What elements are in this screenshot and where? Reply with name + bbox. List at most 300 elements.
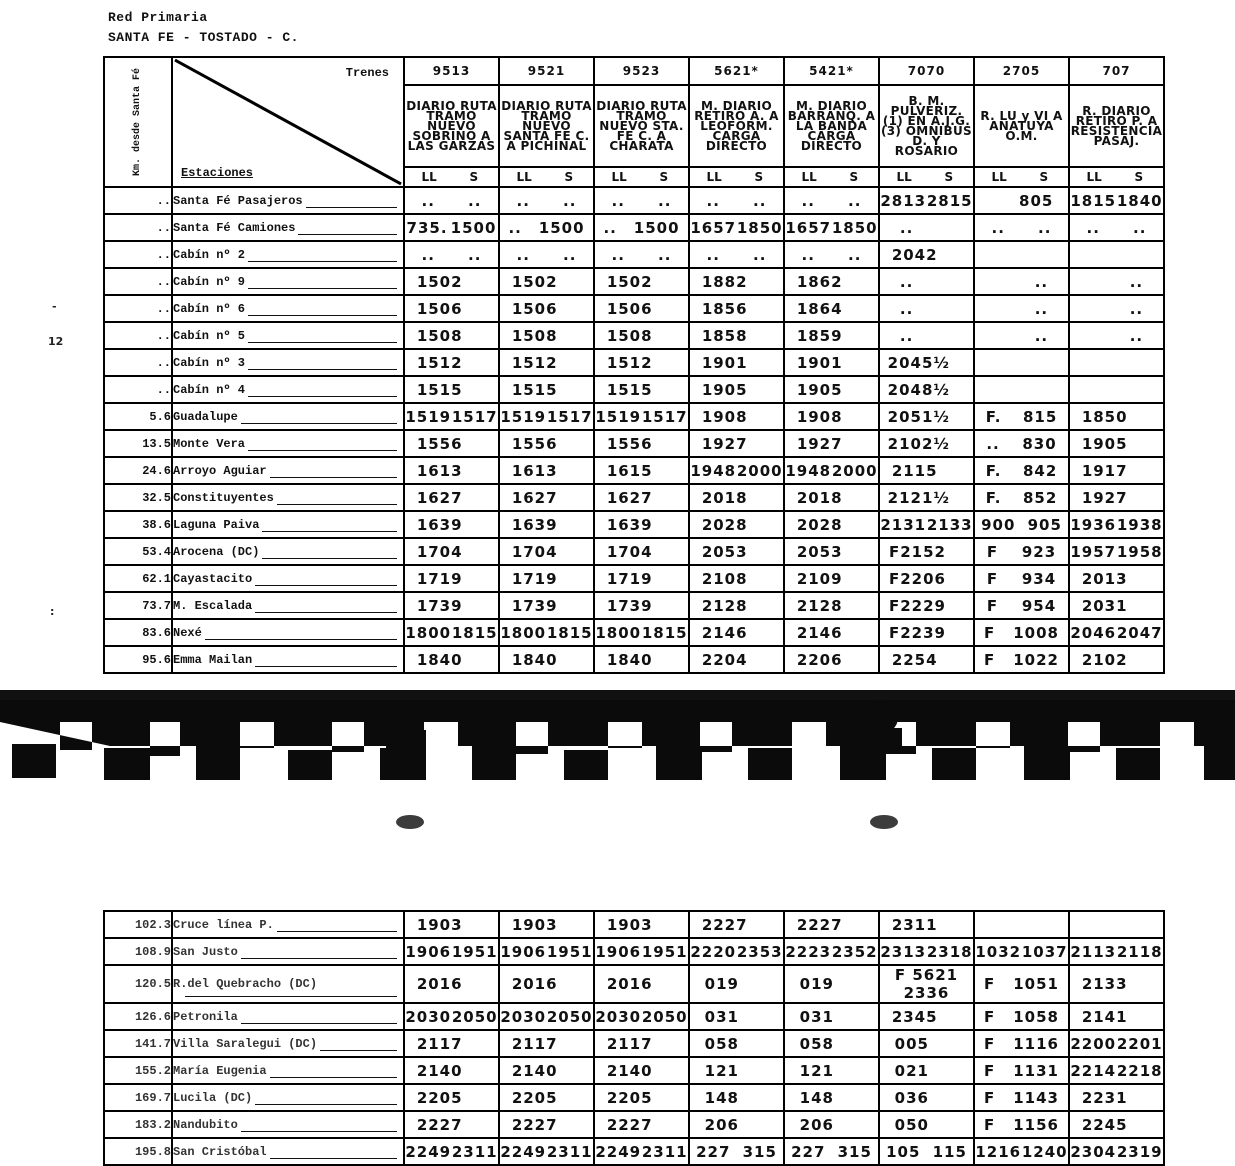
time-cell	[879, 938, 974, 965]
departure-time: 2050	[451, 1007, 498, 1026]
arrival-time: 1515	[511, 380, 558, 399]
arrival-time: 1657	[690, 218, 737, 237]
time-cell	[1069, 1057, 1164, 1084]
time-cell	[594, 430, 689, 457]
salida-label: S	[1134, 170, 1144, 184]
margin-mark: 12	[48, 335, 64, 348]
arrival-time: 1519	[500, 407, 547, 426]
departure-time: ..	[848, 191, 862, 210]
time-cell	[404, 295, 499, 322]
table-row	[104, 592, 1164, 619]
time-cell	[879, 295, 974, 322]
time-cell	[974, 1111, 1069, 1138]
departure-time: 2047	[1116, 623, 1163, 642]
arrival-time: 1512	[416, 353, 463, 372]
station-name-cell	[172, 484, 404, 511]
table-row	[104, 911, 1164, 938]
station-name: M. Escalada	[173, 599, 255, 613]
train-description: M. DIARIO RETIRO A. A LEOFORM. CARGA DIRECTO	[689, 85, 784, 167]
table-row	[104, 214, 1164, 241]
time-cell	[974, 565, 1069, 592]
arrival-time: 2128	[701, 596, 748, 615]
time-cell	[689, 538, 784, 565]
arrival-time: 2016	[606, 975, 653, 993]
arrival-time: 1704	[511, 542, 558, 561]
time-cell	[404, 241, 499, 268]
time-cell	[784, 430, 879, 457]
departure-time: ..	[753, 245, 767, 264]
time-cell	[404, 511, 499, 538]
arrival-time: 2304	[1070, 1142, 1117, 1161]
time-cell	[879, 965, 974, 1003]
arrival-time: 1639	[606, 515, 653, 534]
time-cell	[689, 268, 784, 295]
time-cell	[784, 646, 879, 673]
arrival-time: 1719	[511, 569, 558, 588]
station-name: Santa Fé Pasajeros	[173, 194, 306, 208]
arrival-time: 1556	[606, 434, 653, 453]
time-cell	[974, 376, 1069, 403]
time-cell	[689, 911, 784, 938]
km-value: 95.6	[104, 646, 172, 673]
arrival-time: 1882	[701, 272, 748, 291]
arrival-time: ..	[516, 191, 530, 210]
arrival-time: 019	[799, 975, 834, 993]
time-cell	[879, 268, 974, 295]
time-cell	[974, 538, 1069, 565]
time-cell	[594, 538, 689, 565]
arrival-time: 1903	[416, 915, 463, 934]
km-value: 155.2	[104, 1057, 172, 1084]
arrival-time: 1905	[1081, 434, 1128, 453]
time-cell	[879, 484, 974, 511]
departure-time: 2318	[926, 942, 973, 961]
arrival-time: 2102	[1081, 650, 1128, 669]
time-cell	[879, 1030, 974, 1057]
time-cell	[784, 322, 879, 349]
arrival-time: 2249	[595, 1142, 642, 1161]
km-header-cell	[104, 57, 172, 187]
station-name-cell	[172, 646, 404, 673]
arrival-time: F2152	[889, 542, 946, 561]
departure-time: 905	[1027, 515, 1062, 534]
time-cell	[784, 911, 879, 938]
time-cell	[879, 430, 974, 457]
llegada-label: LL	[516, 170, 532, 184]
departure-time: 1517	[451, 407, 498, 426]
time-cell	[784, 1003, 879, 1030]
departure-time: 1037	[1021, 942, 1068, 961]
arrival-time: 2046	[1070, 623, 1117, 642]
table-row	[104, 565, 1164, 592]
arrival-time: 1906	[500, 942, 547, 961]
time-cell	[974, 646, 1069, 673]
time-cell	[689, 1111, 784, 1138]
time-cell	[1069, 1084, 1164, 1111]
time-cell	[404, 911, 499, 938]
time-cell	[784, 619, 879, 646]
arrival-time: 1508	[416, 326, 463, 345]
arrival-time: ..	[611, 245, 625, 264]
station-name: R.del Quebracho (DC)	[173, 977, 320, 991]
station-name: Villa Saralegui (DC)	[173, 1037, 320, 1051]
km-value: ..	[104, 349, 172, 376]
time-cell	[784, 938, 879, 965]
arrival-time: ..	[899, 218, 914, 237]
departure-time: ..	[1129, 299, 1144, 318]
time-cell	[689, 430, 784, 457]
table-row	[104, 1084, 1164, 1111]
time-cell	[689, 938, 784, 965]
time-cell	[784, 187, 879, 214]
arrival-time: ..	[508, 218, 522, 237]
time-cell	[594, 403, 689, 430]
km-value: ..	[104, 187, 172, 214]
arrival-time: 2117	[606, 1034, 653, 1053]
time-cell	[879, 214, 974, 241]
train-description: DIARIO RUTA TRAMO NUEVO STA. FE C. A CHARATA	[594, 85, 689, 167]
arrival-time: ..	[706, 191, 720, 210]
station-name: Cabín nº 9	[173, 275, 248, 289]
time-cell	[1069, 295, 1164, 322]
time-cell	[404, 322, 499, 349]
timetable-bottom	[103, 910, 1165, 1166]
arrival-time: ..	[421, 245, 435, 264]
arrival-time: 2109	[796, 569, 843, 588]
departure-time: 1815	[546, 623, 593, 642]
arrival-time: F	[984, 975, 996, 993]
arrival-time: 1502	[416, 272, 463, 291]
departure-time: 1958	[1116, 542, 1163, 561]
time-cell	[499, 646, 594, 673]
time-cell	[499, 938, 594, 965]
departure-time: 1156	[1013, 1115, 1059, 1134]
station-name: Santa Fé Camiones	[173, 221, 298, 235]
station-name: Emma Mailan	[173, 653, 255, 667]
arrival-time: 2028	[796, 515, 843, 534]
arrival-time: 1850	[1081, 407, 1128, 426]
time-cell	[404, 430, 499, 457]
table-row	[104, 241, 1164, 268]
arrival-time: 1556	[416, 434, 463, 453]
arrival-time: 2140	[416, 1061, 463, 1080]
arrival-time: 1719	[606, 569, 653, 588]
arrival-time: 1515	[416, 380, 463, 399]
arrival-time: 1615	[606, 461, 653, 480]
time-cell	[499, 403, 594, 430]
arrival-time: 021	[894, 1061, 929, 1080]
train-number: 707	[1069, 57, 1164, 85]
station-name-cell	[172, 1138, 404, 1165]
arrival-time: 2051½	[887, 407, 950, 426]
time-cell	[689, 619, 784, 646]
arrival-time: 1512	[511, 353, 558, 372]
time-cell	[594, 376, 689, 403]
arrival-time: 1519	[405, 407, 452, 426]
departure-time: 842	[1022, 461, 1058, 480]
arrival-time: F	[984, 650, 996, 669]
time-cell	[974, 187, 1069, 214]
time-cell	[879, 349, 974, 376]
leader-line	[185, 639, 397, 640]
km-value: 126.6	[104, 1003, 172, 1030]
time-cell	[404, 187, 499, 214]
time-cell	[594, 295, 689, 322]
arrival-time: 1639	[511, 515, 558, 534]
arrival-time: 2117	[511, 1034, 558, 1053]
train-number: 5421*	[784, 57, 879, 85]
departure-time: 805	[1019, 191, 1054, 210]
time-cell	[499, 187, 594, 214]
arrival-time: 1739	[511, 596, 558, 615]
table-row	[104, 938, 1164, 965]
arrival-time: 148	[704, 1088, 739, 1107]
time-cell	[784, 1030, 879, 1057]
train-description: B. M. PULVERIZ. (1) EN A.J.G. (3) OMNIBUS D. Y ROSARIO	[879, 85, 974, 167]
time-cell	[594, 1030, 689, 1057]
arrival-time: 2131	[880, 515, 927, 534]
departure-time: 2319	[1116, 1142, 1163, 1161]
departure-time: 2000	[736, 461, 783, 480]
arrival-time: 1704	[416, 542, 463, 561]
km-header-label: Km. desde Santa Fé	[132, 67, 143, 177]
table-row	[104, 484, 1164, 511]
departure-time: 2311	[641, 1142, 688, 1161]
arrival-time: F	[986, 569, 999, 588]
llegada-label: LL	[991, 170, 1007, 184]
arrival-time: 2018	[796, 488, 843, 507]
time-cell	[784, 214, 879, 241]
departure-time: 1517	[546, 407, 593, 426]
arrival-time: 1216	[975, 1142, 1022, 1161]
arrival-time: 2141	[1081, 1007, 1128, 1026]
time-cell	[499, 484, 594, 511]
time-cell	[784, 1084, 879, 1111]
time-cell	[879, 538, 974, 565]
arrival-time: 031	[704, 1007, 739, 1026]
time-cell	[594, 457, 689, 484]
time-cell	[499, 511, 594, 538]
arrival-time: 1905	[701, 380, 748, 399]
arrival-time: 1927	[701, 434, 748, 453]
time-cell	[974, 430, 1069, 457]
time-cell	[1069, 1138, 1164, 1165]
arrival-time: 031	[799, 1007, 834, 1026]
table-row	[104, 403, 1164, 430]
train-number: 7070	[879, 57, 974, 85]
time-cell	[1069, 430, 1164, 457]
arrival-time: 2030	[405, 1007, 452, 1026]
time-cell	[689, 1003, 784, 1030]
arrival-time: F	[986, 542, 999, 561]
time-cell	[594, 511, 689, 538]
arrival-time: 1948	[785, 461, 832, 480]
time-cell	[974, 911, 1069, 938]
departure-time: 1840	[1116, 191, 1163, 210]
time-cell	[594, 938, 689, 965]
station-name-cell	[172, 322, 404, 349]
time-cell	[499, 538, 594, 565]
time-cell	[499, 1111, 594, 1138]
salida-label: S	[469, 170, 479, 184]
arrival-time: F.	[985, 407, 1002, 426]
arrival-time: 1508	[511, 326, 558, 345]
arrival-time: 036	[894, 1088, 929, 1107]
station-name: Petronila	[173, 1010, 241, 1024]
arrival-time: 2013	[1081, 569, 1128, 588]
arrival-time: 1639	[416, 515, 463, 534]
time-cell	[784, 1057, 879, 1084]
time-cell	[594, 1111, 689, 1138]
station-name: Cabín nº 5	[173, 329, 248, 343]
time-cell	[974, 484, 1069, 511]
station-name-cell	[172, 349, 404, 376]
arrival-time: ..	[899, 299, 914, 318]
arrival-time: 1840	[606, 650, 653, 669]
departure-time: ..	[1034, 299, 1049, 318]
arrival-time: 1903	[511, 915, 558, 934]
departure-time: 2218	[1116, 1061, 1163, 1080]
time-cell	[1069, 1030, 1164, 1057]
km-value: 38.6	[104, 511, 172, 538]
header-row-numbers	[104, 57, 1164, 85]
departure-time: 315	[742, 1142, 777, 1161]
time-cell	[404, 1138, 499, 1165]
time-cell	[594, 1057, 689, 1084]
time-cell	[689, 214, 784, 241]
arrival-time: 1862	[796, 272, 843, 291]
arrival-time: 1515	[606, 380, 653, 399]
time-cell	[974, 511, 1069, 538]
arrival-time: 2254	[891, 650, 938, 669]
departure-time: ..	[468, 191, 482, 210]
table-row	[104, 430, 1164, 457]
arrival-time: 2140	[511, 1061, 558, 1080]
km-value: ..	[104, 295, 172, 322]
time-cell	[974, 592, 1069, 619]
time-cell	[499, 241, 594, 268]
station-name-cell	[172, 1030, 404, 1057]
salida-label: S	[849, 170, 859, 184]
departure-time: 1951	[641, 942, 688, 961]
arrival-time: 1905	[796, 380, 843, 399]
arrival-time: F 5621 2336	[894, 966, 959, 1002]
time-cell	[499, 619, 594, 646]
arrival-time: 1739	[606, 596, 653, 615]
time-cell	[594, 484, 689, 511]
station-name-cell	[172, 911, 404, 938]
arrival-time: 1519	[595, 407, 642, 426]
departure-time: 1143	[1013, 1088, 1059, 1107]
arrival-time: 2030	[500, 1007, 547, 1026]
time-cell	[594, 565, 689, 592]
arrival-time: 2113	[1070, 942, 1117, 961]
km-value: 102.3	[104, 911, 172, 938]
time-cell	[879, 376, 974, 403]
departure-time: 1500	[538, 218, 585, 237]
time-cell	[784, 295, 879, 322]
time-cell	[1069, 592, 1164, 619]
time-cell	[974, 457, 1069, 484]
station-name-cell	[172, 538, 404, 565]
time-cell	[499, 965, 594, 1003]
arrival-time: 2117	[416, 1034, 463, 1053]
time-cell	[974, 268, 1069, 295]
time-cell	[499, 214, 594, 241]
departure-time: ..	[1034, 272, 1049, 291]
ll-s-pair	[594, 167, 689, 187]
time-cell	[784, 1138, 879, 1165]
km-value: ..	[104, 214, 172, 241]
arrival-time: 2214	[1070, 1061, 1117, 1080]
time-cell	[499, 1030, 594, 1057]
time-cell	[404, 457, 499, 484]
arrival-time: 148	[799, 1088, 834, 1107]
time-cell	[974, 214, 1069, 241]
arrival-time: ..	[421, 191, 435, 210]
llegada-label: LL	[421, 170, 437, 184]
time-cell	[689, 376, 784, 403]
departure-time: 2133	[926, 515, 973, 534]
station-name-cell	[172, 619, 404, 646]
arrival-time: 1506	[606, 299, 653, 318]
departure-time: 1850	[736, 218, 783, 237]
station-name-cell	[172, 187, 404, 214]
km-value: 183.2	[104, 1111, 172, 1138]
arrival-time: 2146	[796, 623, 843, 642]
km-value: 73.7	[104, 592, 172, 619]
arrival-time: F	[986, 596, 999, 615]
departure-time: 315	[837, 1142, 872, 1161]
departure-time: 1517	[641, 407, 688, 426]
margin-mark: -	[52, 300, 57, 313]
station-name-cell	[172, 938, 404, 965]
arrival-time: 2227	[701, 915, 748, 934]
arrival-time: 2227	[511, 1115, 558, 1134]
arrival-time: 2140	[606, 1061, 653, 1080]
station-name: Monte Vera	[173, 437, 248, 451]
departure-time: ..	[563, 245, 577, 264]
departure-time: ..	[658, 245, 672, 264]
arrival-time: 1906	[595, 942, 642, 961]
corner-diagonal-cell	[172, 57, 404, 187]
time-cell	[689, 511, 784, 538]
time-cell	[974, 349, 1069, 376]
departure-time: 1116	[1013, 1034, 1059, 1053]
arrival-time: 2042	[891, 245, 938, 264]
salida-label: S	[944, 170, 954, 184]
time-cell	[499, 592, 594, 619]
arrival-time: 1901	[796, 353, 843, 372]
departure-time: 2311	[546, 1142, 593, 1161]
departure-time: 1951	[451, 942, 498, 961]
time-cell	[404, 484, 499, 511]
time-cell	[974, 403, 1069, 430]
leader-line	[185, 996, 397, 997]
time-cell	[404, 349, 499, 376]
departure-time: 1938	[1116, 515, 1163, 534]
time-cell	[404, 646, 499, 673]
arrival-time: 1908	[796, 407, 843, 426]
km-value: 195.8	[104, 1138, 172, 1165]
departure-time: 2050	[546, 1007, 593, 1026]
time-cell	[499, 1003, 594, 1030]
time-cell	[594, 322, 689, 349]
time-cell	[879, 1138, 974, 1165]
station-name: Lucila (DC)	[173, 1091, 255, 1105]
arrival-time: 105	[886, 1142, 921, 1161]
departure-time: 115	[932, 1142, 967, 1161]
